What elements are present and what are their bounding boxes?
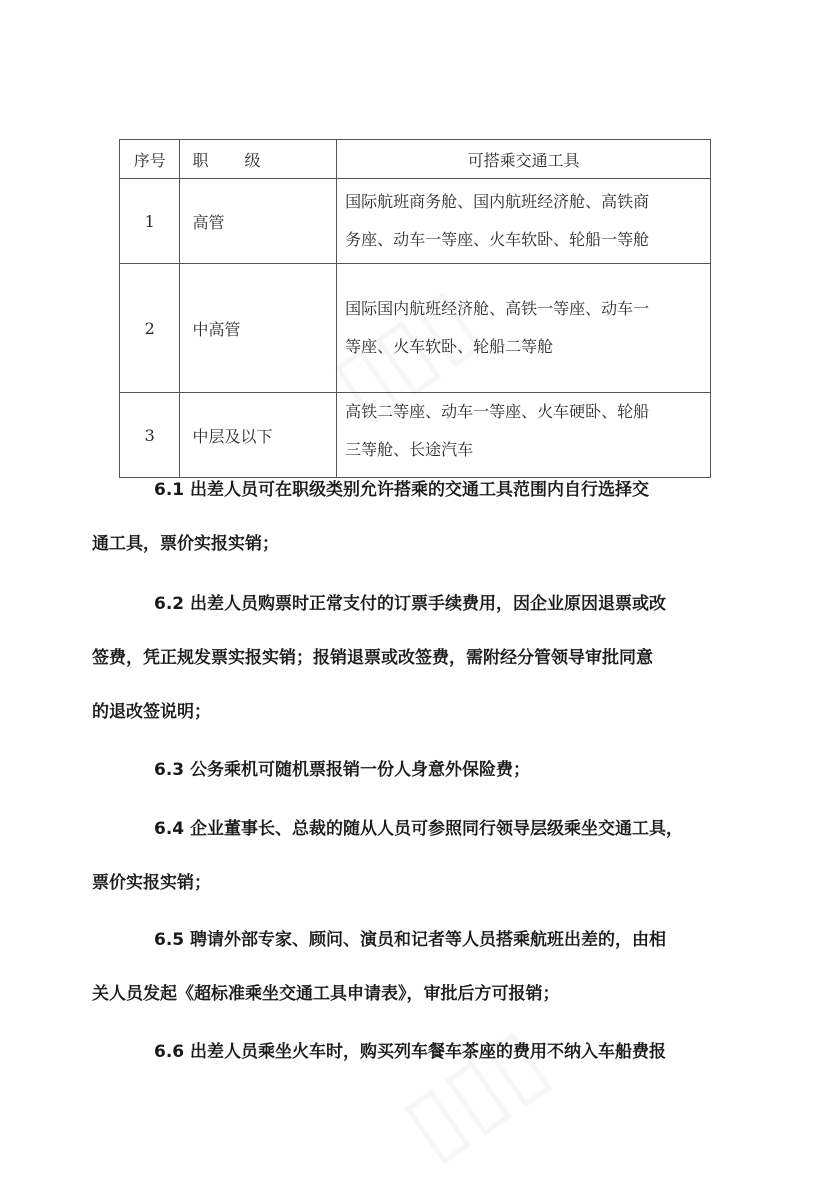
paragraph-line: 6.2 出差人员购票时正常支付的订票手续费用，因企业原因退票或改 [154, 594, 667, 614]
header-tools: 可搭乘交通工具 [337, 140, 711, 179]
paragraph-6-6 [92, 1025, 742, 1079]
paragraph-line: 的退改签说明； [92, 702, 211, 722]
transport-table [119, 139, 711, 478]
header-level-a: 职 [192, 150, 209, 170]
row-tools [337, 264, 711, 393]
header-level-b: 级 [244, 150, 261, 170]
header-no: 序号 [120, 140, 180, 179]
paragraph-6-3 [92, 743, 742, 797]
table-row [120, 264, 711, 393]
paragraph-line: 6.4 企业董事长、总裁的随从人员可参照同行领导层级乘坐交通工具， [154, 819, 684, 839]
row-level: 中高管 [180, 264, 337, 393]
row-no: 2 [120, 264, 180, 393]
paragraph-line: 6.3 公务乘机可随机票报销一份人身意外保险费； [154, 760, 531, 780]
paragraph-line: 通工具，票价实报实销； [92, 534, 279, 554]
paragraph-line: 票价实报实销； [92, 873, 211, 893]
row-tools-line: 三等舱、长途汽车 [345, 440, 474, 459]
row-tools [337, 179, 711, 264]
row-level: 高管 [180, 179, 337, 264]
paragraph-6-2 [92, 577, 742, 739]
paragraph-6-5 [92, 913, 742, 1021]
row-tools-line: 务座、动车一等座、火车软卧、轮船一等舱 [345, 230, 650, 249]
row-level: 中层及以下 [180, 393, 337, 478]
paragraph-line: 6.6 出差人员乘坐火车时，购买列车餐车茶座的费用不纳入车船费报 [154, 1042, 667, 1062]
paragraph-line: 签费，凭正规发票实报实销；报销退票或改签费，需附经分管领导审批同意 [92, 648, 653, 668]
paragraph-line: 6.1 出差人员可在职级类别允许搭乘的交通工具范围内自行选择交 [154, 480, 650, 500]
paragraph-6-4 [92, 802, 742, 910]
table-row [120, 179, 711, 264]
table-header-row [120, 140, 711, 179]
row-tools-line: 国际航班商务舱、国内航班经济舱、高铁商 [345, 192, 650, 211]
row-tools-line: 等座、火车软卧、轮船二等舱 [345, 337, 554, 356]
row-tools-line: 国际国内航班经济舱、高铁一等座、动车一 [345, 299, 650, 318]
paragraph-line: 关人员发起《超标准乘坐交通工具申请表》，审批后方可报销； [92, 984, 560, 1004]
row-no: 3 [120, 393, 180, 478]
row-no: 1 [120, 179, 180, 264]
row-tools-line: 高铁二等座、动车一等座、火车硬卧、轮船 [345, 402, 650, 421]
paragraph-6-1 [92, 463, 742, 571]
header-level [180, 140, 337, 179]
paragraph-line: 6.5 聘请外部专家、顾问、演员和记者等人员搭乘航班出差的，由相 [154, 930, 667, 950]
